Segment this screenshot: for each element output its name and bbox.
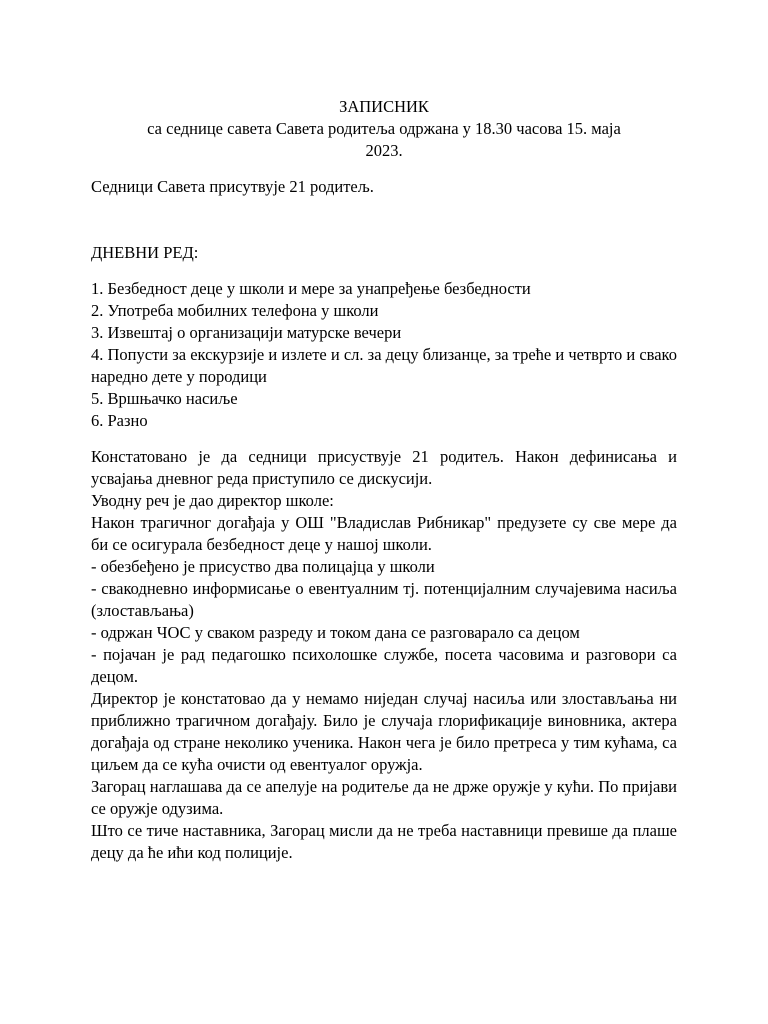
spacer — [91, 162, 677, 176]
agenda-item: 2. Употреба мобилних телефона у школи — [91, 301, 379, 320]
body-paragraph: Што се тиче наставника, Загорац мисли да не треба наставници превише да плаше децу да ће ићи код полиције. — [91, 821, 677, 862]
body-paragraph: - свакодневно информисање о евентуалним тј. потенцијалним случајевима насиља (злостављања) — [91, 579, 677, 620]
agenda-list — [91, 278, 677, 432]
body-paragraph: Загорац наглашава да се апелује на родитеље да не држе оружје у кући. По пријави се оружје одузима. — [91, 777, 677, 818]
minutes-body — [91, 446, 677, 864]
agenda-item: 4. Попусти за екскурзије и излете и сл. за децу близанце, за треће и четврто и свако наредно дете у породици — [91, 345, 677, 386]
body-paragraph: Уводну реч је дао директор школе: — [91, 491, 334, 510]
body-paragraph: Након трагичног догађаја у ОШ "Владислав Рибникар" предузете су све мере да би се осигурала безбедност деце у нашој школи. — [91, 513, 677, 554]
agenda-item: 5. Вршњачко насиље — [91, 389, 238, 408]
body-paragraph: Констатовано је да седници присуствује 21 родитељ. Након дефинисања и усвајања дневног реда приступило се дискусији. — [91, 447, 677, 488]
body-paragraph: - појачан је рад педагошко психолошке службе, посета часовима и разговори са децом. — [91, 645, 677, 686]
document-subtitle-line-1: са седнице савета Савета родитеља одржана у 18.30 часова 15. маја — [147, 119, 621, 138]
document-title: ЗАПИСНИК — [339, 97, 429, 116]
agenda-item: 3. Извештај о организацији матурске вечери — [91, 323, 402, 342]
agenda-item: 1. Безбедност деце у школи и мере за унапређење безбедности — [91, 279, 531, 298]
spacer — [91, 432, 677, 446]
body-paragraph: Директор је констатовао да у немамо ниједан случај насиља или злостављања ни приближно трагичном догађају. Било је случаја глорификације виновника, актера догађаја од стране неколико ученика. Након чега је било претреса у тим кућама, са циљем да се кућа очисти од евентуалог оружја. — [91, 689, 677, 774]
agenda-item: 6. Разно — [91, 411, 148, 430]
attendance-text: Седници Савета присутвује 21 родитељ. — [91, 177, 374, 196]
body-paragraph: - одржан ЧОС у сваком разреду и током дана се разговарало са децом — [91, 623, 580, 642]
document-page — [91, 96, 677, 864]
document-subtitle-line-2: 2023. — [365, 141, 403, 160]
body-paragraph: - обезбеђено је присуство два полицајца у школи — [91, 557, 435, 576]
spacer — [91, 198, 677, 242]
spacer — [91, 264, 677, 278]
agenda-heading: ДНЕВНИ РЕД: — [91, 243, 199, 262]
